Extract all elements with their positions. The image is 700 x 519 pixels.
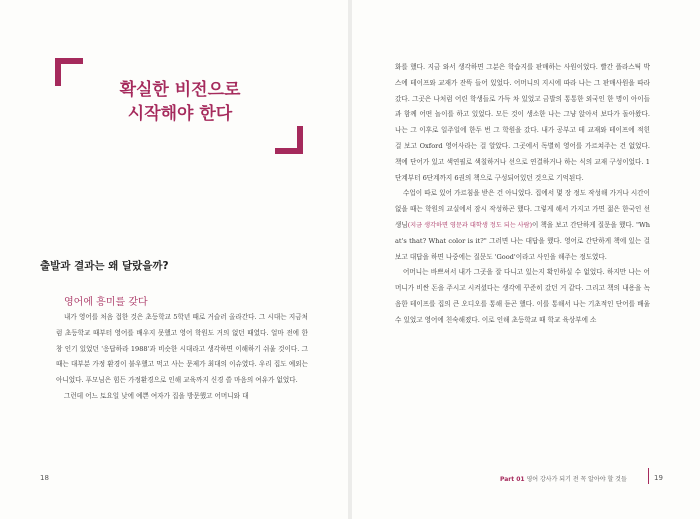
page-number-left: 18: [40, 474, 49, 482]
chapter-title-line1: 확실한 비전으로: [119, 80, 241, 100]
running-footer: [500, 474, 627, 483]
section-heading: 출발과 결과는 왜 달랐을까?: [40, 260, 169, 272]
paragraph-text: 수업이 따로 있어 가르침을 받은 건 아니었다. 집에서 몇 장 정도 작성해 가거나 시간이 없을 때는 학원의 교실에서 잠시 작성하곤 했다. 그렇게 해서 가지고 가면 젊은 한국인 선생님: [395, 189, 650, 229]
paragraph: 그런데 어느 토요일 낮에 예쁜 여자가 집을 방문했고 어머니와 대: [64, 391, 249, 400]
chapter-title: [80, 78, 280, 126]
footer-chapter-title: 영어 강사가 되기 전 꼭 알아야 할 것들: [526, 476, 627, 483]
subheading: 영어에 흥미를 갖다: [64, 297, 148, 308]
paragraph: 화를 했다. 지금 와서 생각하면 그분은 학습지를 판매하는 사원이었다. 빨간 플라스틱 박스에 테이프와 교재가 잔뜩 들어 있었다. 어머니의 지시에 따라 나는 그 판매사원을 따라갔다. 그곳은 나처럼 어린 학생들로 가득 차 있었고 금발의 통통한 외국인 한 명이 아이들과 함께 어떤 놀이를 하고 있었다. 모든 것이 생소한 나는 그냥 앉아서 보다가 돌아왔다. 나는 그 이후로 일주일에 한두 번 그 학원을 갔다. 내가 공부고 테 교재와 테이프에 적힌 걸 보고 Oxford 영어사라는 걸 알았다. 그곳에서 독별히 영어를 가르쳐주는 건 없었다. 책에 단어가 있고 색연필로 색칠하거나 선으로 연결하거나 하는 식의 교재 구성이었다. 1단계부터 6단계까지 6권의 책으로 구성되어있던 것으로 기억된다.: [395, 63, 650, 182]
chapter-title-line2: 시작해야 한다: [127, 104, 233, 124]
title-bracket-bottom-right: [275, 126, 303, 154]
paragraph: [395, 186, 650, 265]
right-body-text: [395, 60, 650, 329]
paragraph: 어머니는 바쁘셔서 내가 그곳을 잘 다니고 있는지 확인하실 수 없었다. 하지만 나는 어머니가 비싼 돈을 주시고 시켜셨다는 생각에 꾸준히 갔던 거 같다. 그리고 책의 내용을 녹음한 테이프를 집의 큰 오디오를 통해 듣곤 했다. 이를 통해서 나는 기초적인 단어를 배울 수 있었고 영어에 친숙해졌다. 이로 인해 초등학교 때 학교 육상부에 소: [395, 268, 650, 324]
title-bracket-top-left: [55, 58, 83, 86]
highlighted-aside: (지금 생각하면 영문과 대학생 정도 되는 사람): [407, 221, 533, 229]
page-number-right: 19: [654, 474, 663, 482]
left-page: [0, 0, 348, 519]
footer-part-label: Part 01: [500, 476, 525, 483]
paragraph: 내가 영어를 처음 접한 것은 초등학교 5학년 때로 거슬러 올라간다. 그 시대는 지금처럼 초등학교 때부터 영어를 배우지 못했고 영어 학원도 거의 없던 때였다. 얼마 전에 한창 인기 있었던 '응답하라 1988'과 비슷한 시대라고 생각하면 이해하기 쉬울 것이다. 그때는 대부분 가정 환경이 불우했고 먹고 사는 문제가 최대의 이슈였다. 우리 집도 예외는 아니었다. 푸모님은 힘든 가정환경으로 인해 교육까지 신경 쓸 마음의 여유가 없었다.: [56, 313, 308, 385]
paragraph-text: 이 책을 보고 간단하게 질문을 했다. "What's that? What color is it?" 그러면 나는 대답을 했다. 영어로 간단하게 책에 있는 걸 보고 대답을 하면 나중에는 질문도 'Good'이라고 사인을 해주는 정도였다.: [395, 220, 650, 261]
footer-divider: [648, 468, 649, 484]
left-body-text: [56, 310, 308, 405]
